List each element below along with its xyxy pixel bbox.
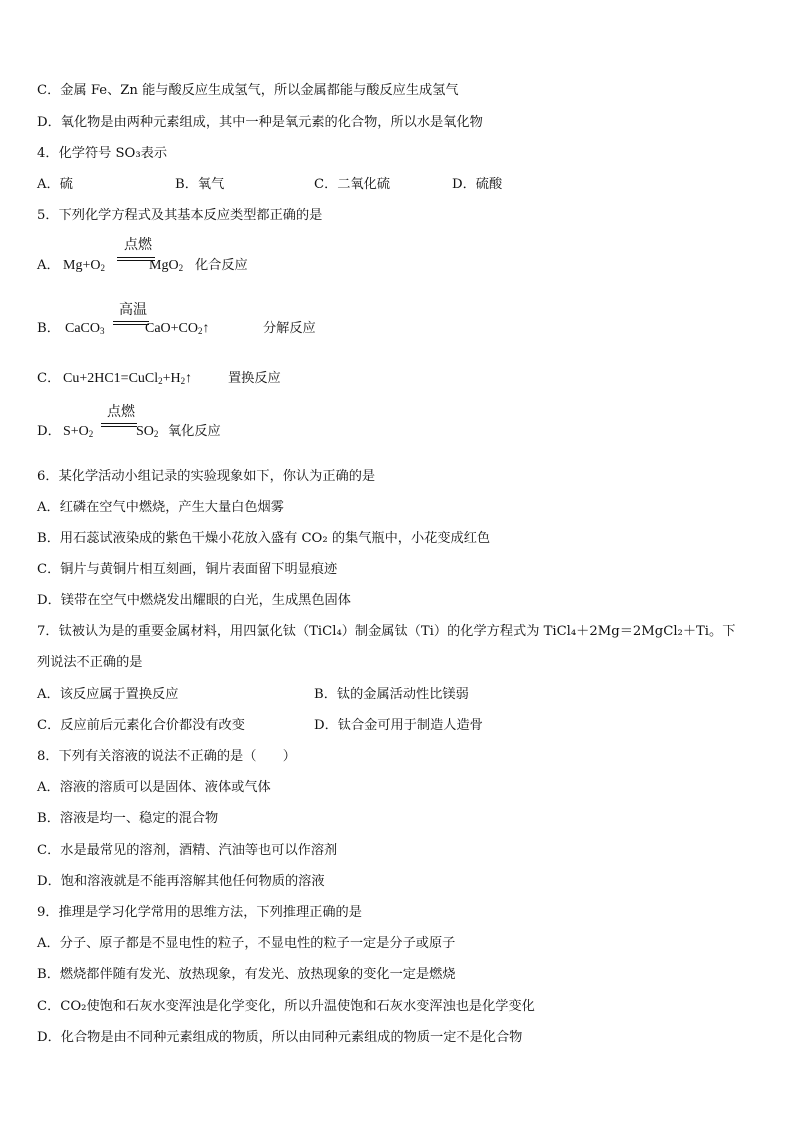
q5-b-condition: 高温 <box>119 302 147 318</box>
line-q3-option-d: D．氧化物是由两种元素组成，其中一种是氧元素的化合物，所以水是氧化物 <box>37 115 483 130</box>
q5-a-type: 化合反应 <box>195 258 248 273</box>
question-9: 9．推理是学习化学常用的思维方法，下列推理正确的是 <box>37 905 362 920</box>
q9-option-a: A．分子、原子都是不显电性的粒子，不显电性的粒子一定是分子或原子 <box>37 936 456 951</box>
q4-option-a: A．硫 <box>37 177 73 192</box>
q4-option-c: C．二氧化硫 <box>314 177 391 192</box>
line-q3-option-c: C．金属 Fe、Zn 能与酸反应生成氢气，所以金属都能与酸反应生成氢气 <box>37 83 459 98</box>
question-8: 8．下列有关溶液的说法不正确的是（ ） <box>37 749 296 764</box>
q8-option-b: B．溶液是均一、稳定的混合物 <box>37 811 219 826</box>
q7-option-a: A．该反应属于置换反应 <box>37 687 179 702</box>
q7-option-d: D．钛合金可用于制造人造骨 <box>314 718 483 733</box>
q8-option-c: C．水是最常见的溶剂，酒精、汽油等也可以作溶剂 <box>37 843 338 858</box>
q5-a-condition: 点燃 <box>124 237 152 253</box>
q5-b-reactant: CaCO$_3$ <box>65 321 105 336</box>
q8-option-d: D．饱和溶液就是不能再溶解其他任何物质的溶液 <box>37 874 325 889</box>
question-6: 6．某化学活动小组记录的实验现象如下，你认为正确的是 <box>37 469 376 484</box>
q4-option-b: B．氧气 <box>175 177 225 192</box>
q9-option-b: B．燃烧都伴随有发光、放热现象，有发光、放热现象的变化一定是燃烧 <box>37 967 456 982</box>
q5-b-label: B． <box>37 321 60 336</box>
q5-b-type: 分解反应 <box>263 321 316 336</box>
q5-d-type: 氧化反应 <box>168 424 221 439</box>
q5-d-reactants: $S+O_2$ <box>63 424 94 439</box>
q5-d-label: D． <box>37 424 61 439</box>
q5-option-b <box>37 298 437 338</box>
question-4: 4．化学符号 SO₃表示 <box>37 146 168 161</box>
q5-b-products: $CaO+CO_2↑$ <box>145 321 210 336</box>
q9-option-d: D．化合物是由不同种元素组成的物质，所以由同种元素组成的物质一定不是化合物 <box>37 1030 523 1045</box>
q5-d-product: $SO_2$ <box>136 424 159 439</box>
q5-option-a <box>37 235 437 275</box>
q5-d-condition: 点燃 <box>107 404 135 420</box>
q5-a-product: MgO$_2$ <box>149 258 184 273</box>
q5-c-equation: $Cu+2HC1=CuCl_2+H_2↑$ <box>63 371 193 386</box>
q7-option-b: B．钛的金属活动性比镁弱 <box>314 687 469 702</box>
q6-option-d: D．镁带在空气中燃烧发出耀眼的白光，生成黑色固体 <box>37 593 351 608</box>
question-5: 5．下列化学方程式及其基本反应类型都正确的是 <box>37 208 323 223</box>
question-7-line-1: 7．钛被认为是的重要金属材料，用四氯化钛（TiCl₄）制金属钛（Ti）的化学方程式为 TiCl₄＋2Mg＝2MgCl₂＋Ti。下 <box>37 624 736 639</box>
q5-a-label: A． <box>37 258 60 273</box>
q4-option-d: D．硫酸 <box>452 177 503 192</box>
q5-c-label: C． <box>37 371 61 386</box>
q5-a-reactants: $Mg+O_2$ <box>63 258 105 273</box>
q6-option-b: B．用石蕊试液染成的紫色干燥小花放入盛有 CO₂ 的集气瓶中，小花变成红色 <box>37 531 491 546</box>
q6-option-a: A．红磷在空气中燃烧，产生大量白色烟雾 <box>37 500 284 515</box>
q5-option-c <box>37 348 437 388</box>
question-7-line-2: 列说法不正确的是 <box>37 655 143 670</box>
q9-option-c: C．CO₂使饱和石灰水变浑浊是化学变化，所以升温使饱和石灰水变浑浊也是化学变化 <box>37 999 535 1014</box>
q8-option-a: A．溶液的溶质可以是固体、液体或气体 <box>37 780 271 795</box>
q5-option-d <box>37 401 437 441</box>
q7-option-c: C．反应前后元素化合价都没有改变 <box>37 718 245 733</box>
q6-option-c: C．铜片与黄铜片相互刻画，铜片表面留下明显痕迹 <box>37 562 338 577</box>
q5-c-type: 置换反应 <box>228 371 281 386</box>
